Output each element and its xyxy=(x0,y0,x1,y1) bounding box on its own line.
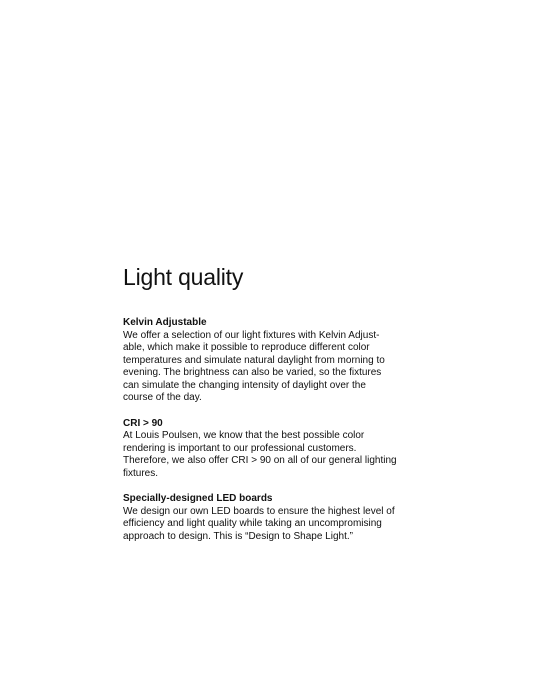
paragraph-line: We design our own LED boards to ensure the highest level of xyxy=(123,505,395,517)
paragraph-line: able, which make it possible to reproduce different color xyxy=(123,342,370,353)
paragraph-line: temperatures and simulate natural daylight from morning to xyxy=(123,354,385,366)
paragraph-line: At Louis Poulsen, we know that the best possible color xyxy=(123,430,365,441)
section-heading: Specially-designed LED boards xyxy=(123,493,273,504)
page-content xyxy=(123,262,423,543)
section-kelvin-adjustable xyxy=(123,317,423,405)
paragraph-line: rendering is important to our professional customers. xyxy=(123,442,357,454)
section-cri xyxy=(123,418,423,481)
paragraph-line: evening. The brightness can also be varied, so the fixtures xyxy=(123,367,382,378)
section-paragraph xyxy=(123,430,423,480)
section-paragraph xyxy=(123,506,423,544)
paragraph-line: can simulate the changing intensity of daylight over the xyxy=(123,379,366,391)
paragraph-line: efficiency and light quality while taking an uncompromising xyxy=(123,518,382,529)
section-heading: Kelvin Adjustable xyxy=(123,317,207,328)
paragraph-line: We offer a selection of our light fixtures with Kelvin Adjust- xyxy=(123,329,380,341)
page-title: Light quality xyxy=(123,264,244,290)
paragraph-line: Therefore, we also offer CRI > 90 on all of our general lighting xyxy=(123,455,397,466)
section-paragraph xyxy=(123,330,423,405)
paragraph-line: approach to design. This is “Design to Shape Light.” xyxy=(123,530,353,542)
paragraph-line: fixtures. xyxy=(123,467,159,479)
section-heading: CRI > 90 xyxy=(123,417,163,429)
section-led-boards xyxy=(123,493,423,543)
paragraph-line: course of the day. xyxy=(123,392,202,403)
